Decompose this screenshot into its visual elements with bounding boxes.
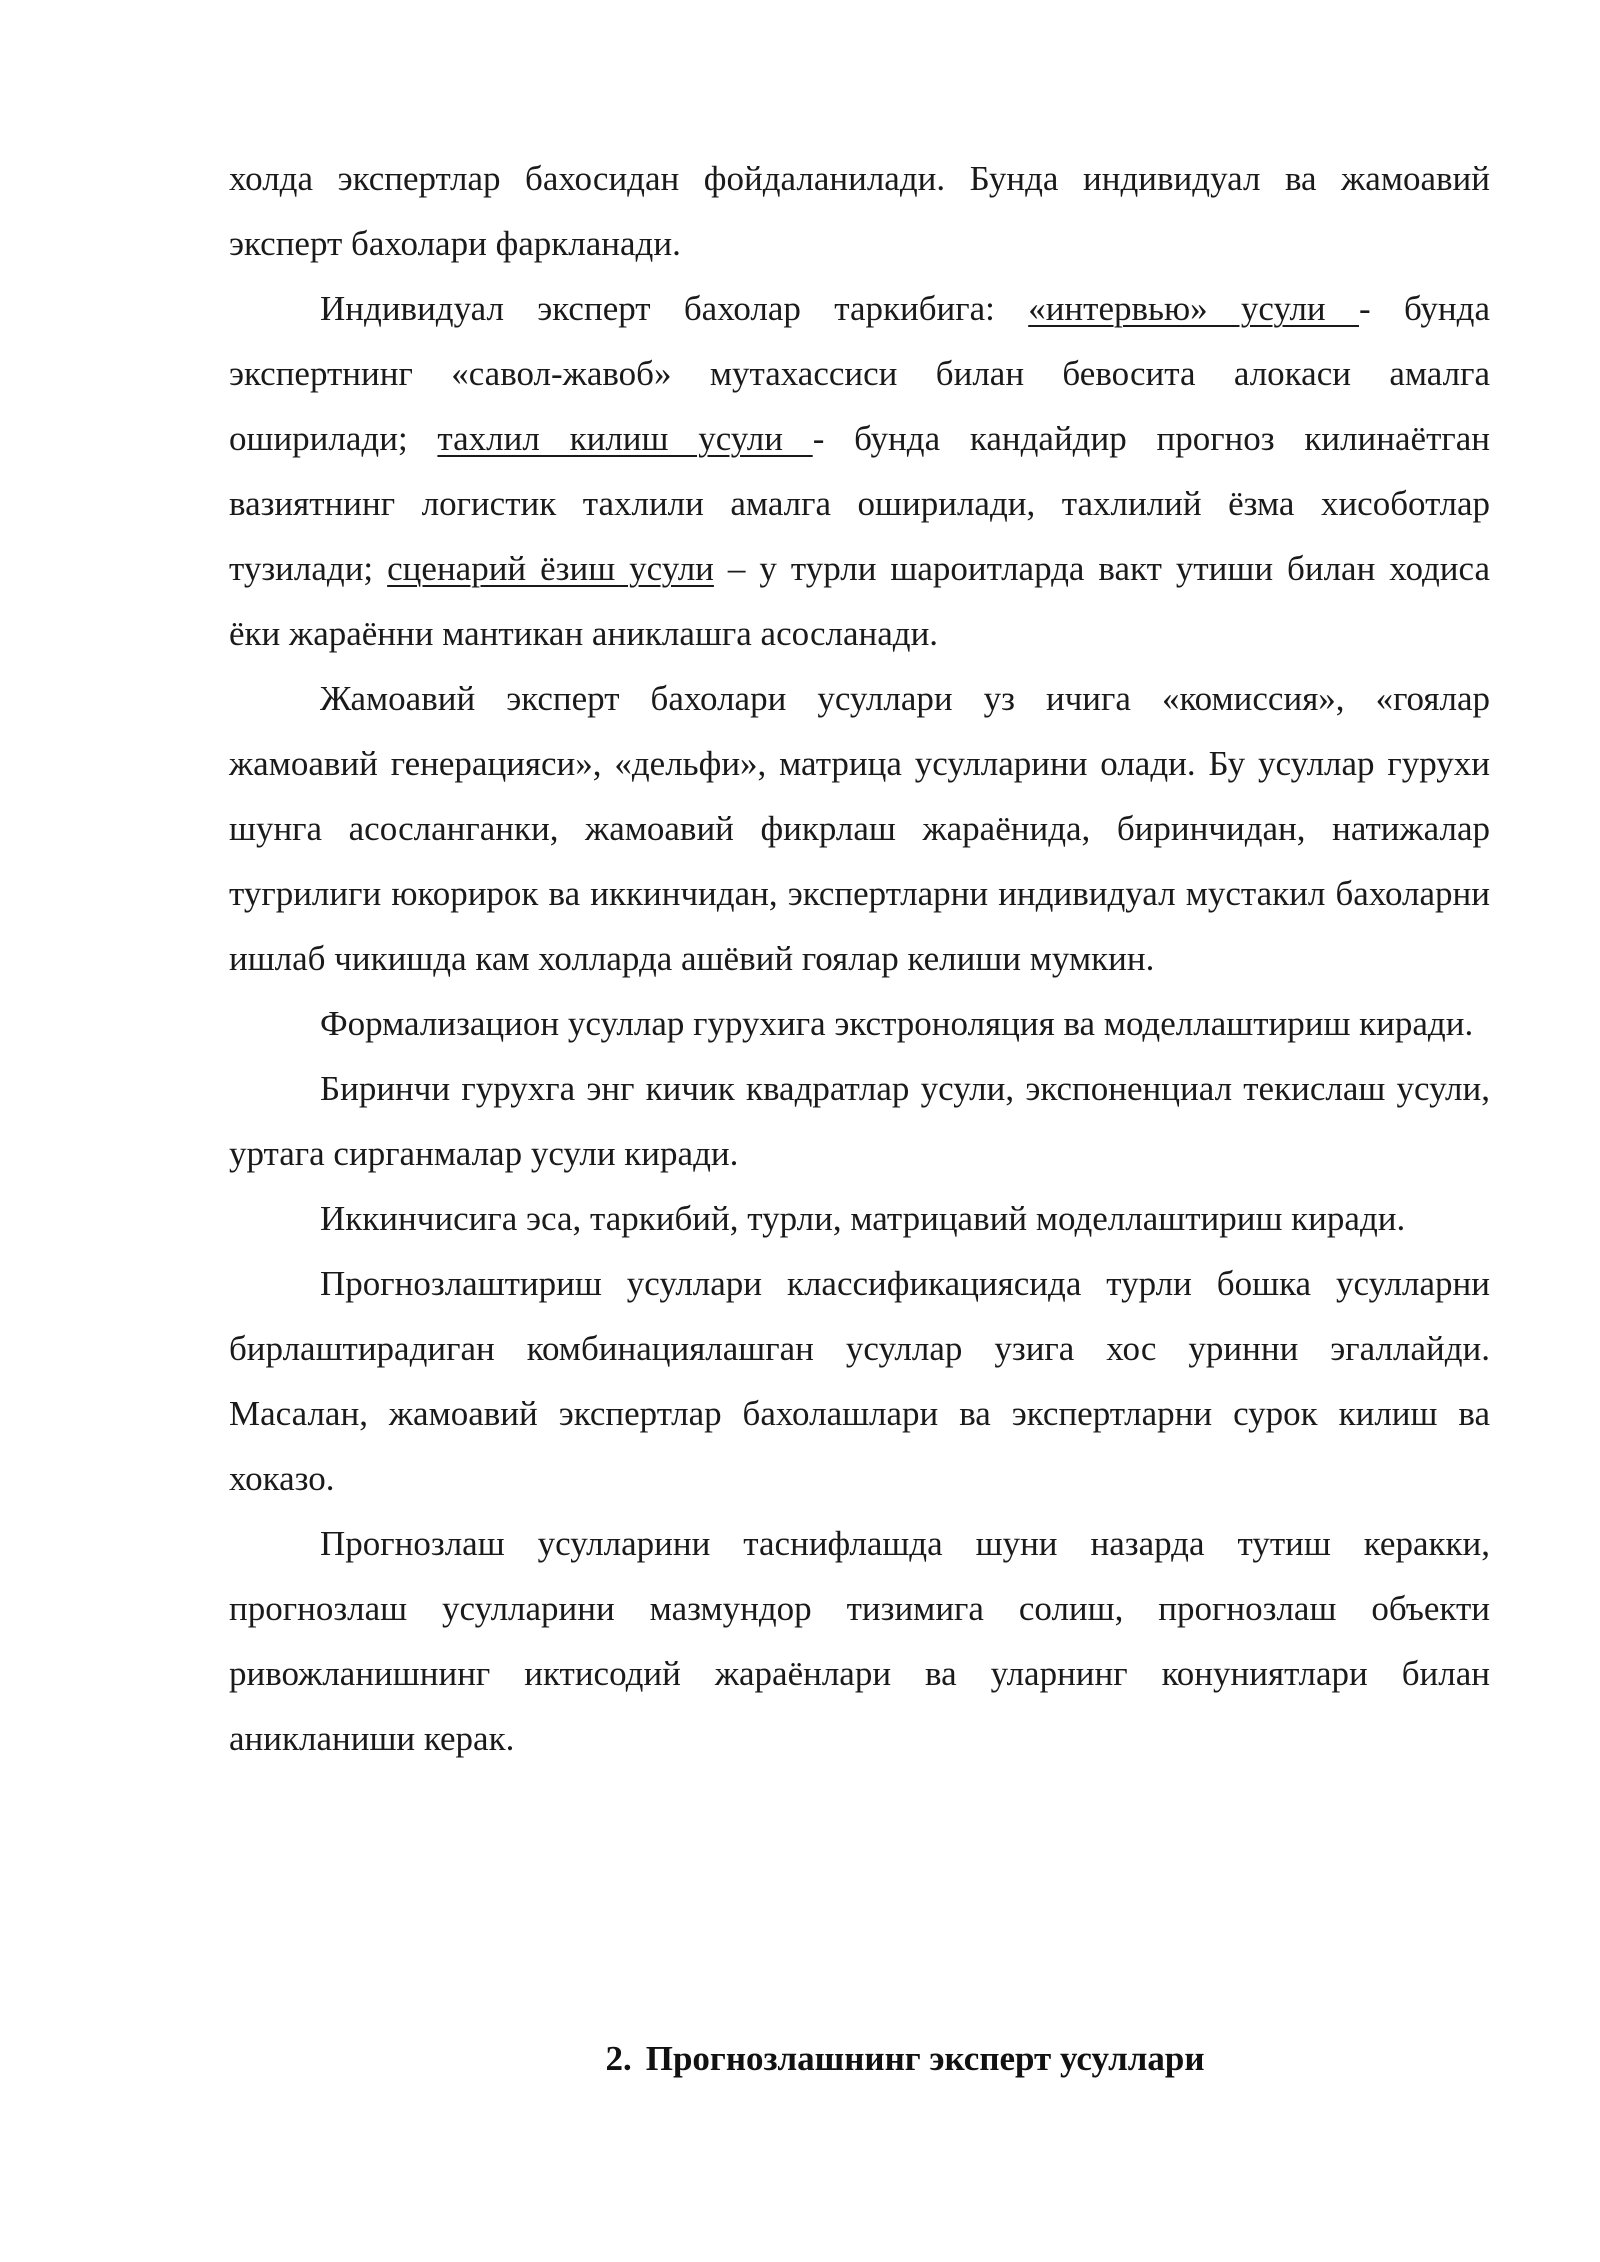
document-body xyxy=(229,146,1490,1771)
paragraph-1: холда экспертлар бахосидан фойдаланилади. Бунда индивидуал ва жамоавий эксперт бахолари фаркланади. xyxy=(229,159,1490,263)
section-number: 2. xyxy=(605,2039,632,2078)
paragraph-4: Формализацион усуллар гурухига экстроноляция ва моделлаштириш киради. xyxy=(320,1004,1474,1043)
section-heading xyxy=(0,2034,1600,2084)
paragraph-8: Прогнозлаш усулларини таснифлашда шуни назарда тутиш керакки, прогнозлаш усулларини мазмундор тизимига солиш, прогнозлаш объекти ривожланишнинг иктисодий жараёнлари ва уларнинг конуниятлари билан аникланиши керак. xyxy=(229,1524,1490,1758)
paragraph-2-text-2: - бунда экспертнинг «савол-жавоб» мутахассиси билан бевосита алокаси амалга оширилади; xyxy=(229,289,1490,458)
paragraph-7: Прогнозлаштириш усуллари классификациясида турли бошка усулларни бирлаштирадиган комбинациялашган усуллар узига хос уринни эгаллайди. Масалан, жамоавий экспертлар бахолашлари ва экспертларни сурок килиш ва хоказо. xyxy=(229,1264,1490,1498)
paragraph-2 xyxy=(229,276,1490,666)
paragraph-2-text-3: - бунда кандайдир прогноз килинаётган вазиятнинг логистик тахлили амалга оширилади, тахлилий ёзма хисоботлар тузилади; xyxy=(229,419,1490,588)
paragraph-2-text-4: – у турли шароитларда вакт утиши билан ходиса ёки жараённи мантикан аниклашга асосланади. xyxy=(229,549,1490,653)
paragraph-3: Жамоавий эксперт бахолари усуллари уз ичига «комиссия», «гоялар жамоавий генерацияси», «дельфи», матрица усулларини олади. Бу усуллар гурухи шунга асосланганки, жамоавий фикрлаш жараёнида, биринчидан, натижалар тугрилиги юкорирок ва иккинчидан, экспертларни индивидуал мустакил бахоларни ишлаб чикишда кам холларда ашёвий гоялар келиши мумкин. xyxy=(229,679,1490,978)
section-title: Прогнозлашнинг эксперт усуллари xyxy=(645,2039,1205,2078)
analysis-method-underlined: тахлил килиш усули xyxy=(437,419,813,458)
paragraph-2-text-1: Индивидуал эксперт бахолар таркибига: xyxy=(320,289,1029,328)
interview-method-underlined: «интервью» усули xyxy=(1028,289,1359,328)
paragraph-6: Иккинчисига эса, таркибий, турли, матрицавий моделлаштириш киради. xyxy=(320,1199,1406,1238)
paragraph-5: Биринчи гурухга энг кичик квадратлар усули, экспоненциал текислаш усули, уртага сирганмалар усули киради. xyxy=(229,1069,1490,1173)
scenario-method-underlined: сценарий ёзиш усули xyxy=(387,549,714,588)
